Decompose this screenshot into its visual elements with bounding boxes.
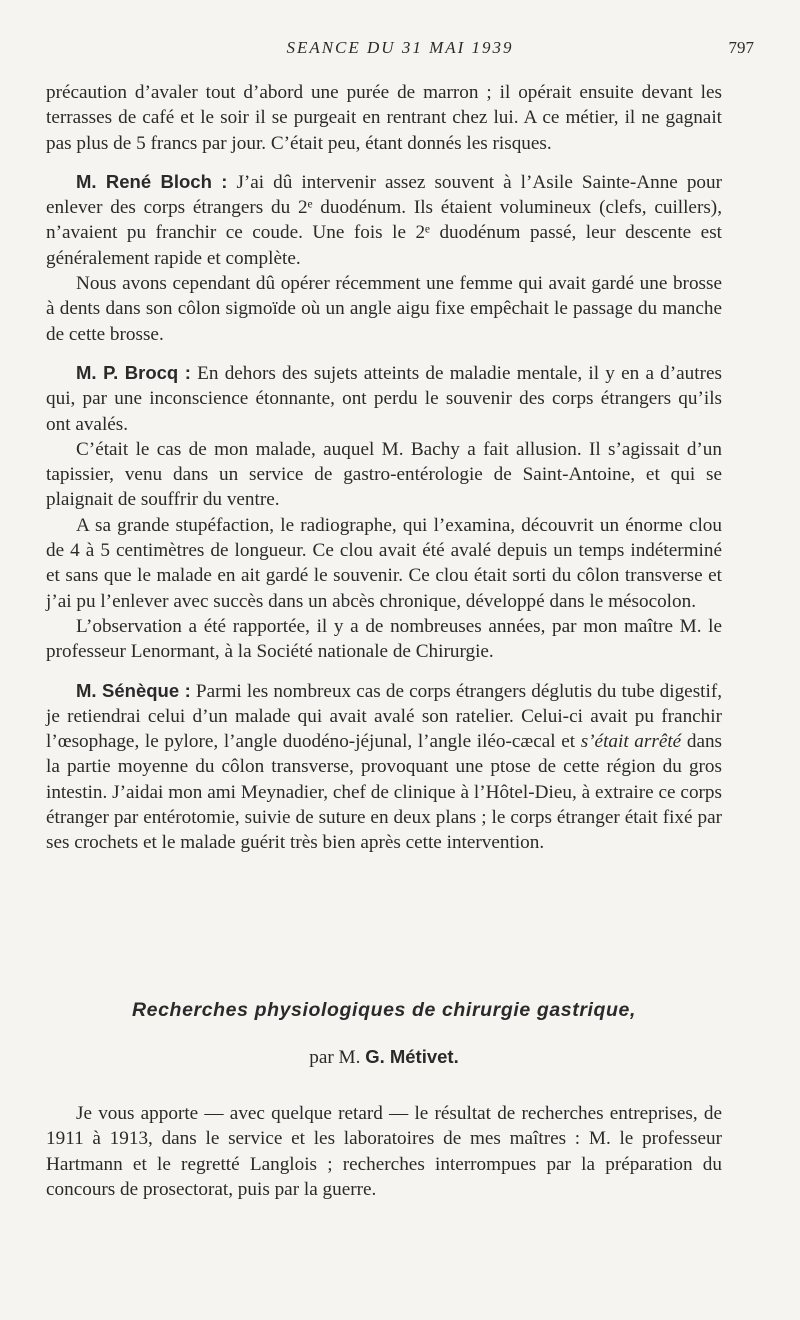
byline [46,1046,722,1069]
paragraph-brocq [46,360,722,437]
page-number: 797 [728,38,754,57]
speaker-name: M. Sénèque : [76,679,191,701]
byline-prefix: par M. [309,1047,361,1068]
paragraph-text: En dehors des sujets atteints de maladie mentale, il y en a d’autres qui, par une inconscience étonnante, ont perdu le souvenir des corps étrangers qu’ils ont avalés. [46,362,722,435]
paragraph: Je vous apporte — avec quelque retard — le résultat de recherches entreprises, de 1911 à 1913, dans le service et les laboratoires de mes maîtres : M. le professeur Hartmann et le regretté Langlois ; recherches interrompues par la préparation du concours de prosectorat, puis par la guerre. [46,1103,722,1200]
paragraph-text: dans la partie moyenne du côlon transverse, provoquant une ptose de cette région du gros intestin. J’aidai mon ami Meynadier, chef de clinique à l’Hôtel-Dieu, à extraire ce corps étranger par entérotomie, suivie de suture en deux plans ; le corps étranger était fixé par ses crochets et le malade guérit très bien après cette intervention. [46,731,723,854]
paragraph-text: J’ai dû intervenir assez souvent à l’Asile Sainte-Anne pour enlever des corps étrangers du 2ᵉ duodénum. Ils étaient volumineux (clefs, cuillers), n’avaient pu franchir ce coude. Une fois le 2ᵉ duodénum passé, leur descente est généralement rapide et complète. [46,171,723,269]
article-title: Recherches physiologiques de chirurgie gastrique, [131,999,637,1021]
paragraph: A sa grande stupéfaction, le radiographe, qui l’examina, découvrit un énorme clou de 4 à 5 centimètres de longueur. Ce clou avait été avalé depuis un temps indéterminé et sans que le malade en ait gardé le souvenir. Ce clou était sorti du côlon transverse et j’ai pu l’enlever avec succès dans un abcès chronique, développé dans le mésocolon. [46,514,722,612]
speaker-name: M. P. Brocq : [76,361,191,383]
paragraph-bloch [46,169,722,271]
paragraph-seneque [46,678,722,856]
paragraph: L’observation a été rapportée, il y a de nombreuses années, par mon maître M. le professeur Lenormant, à la Société nationale de Chirurgie. [46,615,722,663]
paragraph-text: Parmi les nombreux cas de corps étrangers déglutis du tube digestif, je retiendrai celui d’un malade qui avait avalé son ratelier. Celui-ci avait pu franchir l’œsophage, le pylore, l’angle duodéno-jéjunal, l’angle iléo-cæcal et [46,680,723,753]
speaker-name: M. René Bloch : [76,170,228,192]
running-head [0,38,800,62]
paragraph: C’était le cas de mon malade, auquel M. Bachy a fait allusion. Il s’agissait d’un tapissier, venu dans un service de gastro-entérologie de Saint-Antoine, et qui se plaignait de souffrir du ventre. [46,438,722,511]
running-title: SEANCE DU 31 MAI 1939 [286,38,514,57]
paragraph: précaution d’avaler tout d’abord une purée de marron ; il opérait ensuite devant les terrasses de café et le soir il se purgeait en rentrant chez lui. A ce métier, il ne gagnait pas plus de 5 francs par jour. C’était peu, étant donnés les risques. [46,82,722,154]
italic-phrase: s’était arrêté [580,731,682,753]
article-body [46,1101,722,1202]
byline-author: G. Métivet. [365,1046,459,1067]
discussion-text [46,80,722,856]
paragraph: Nous avons cependant dû opérer récemment une femme qui avait gardé une brosse à dents dans son côlon sigmoïde où un angle aigu fixe empêchait le passage du manche de cette brosse. [46,273,722,345]
